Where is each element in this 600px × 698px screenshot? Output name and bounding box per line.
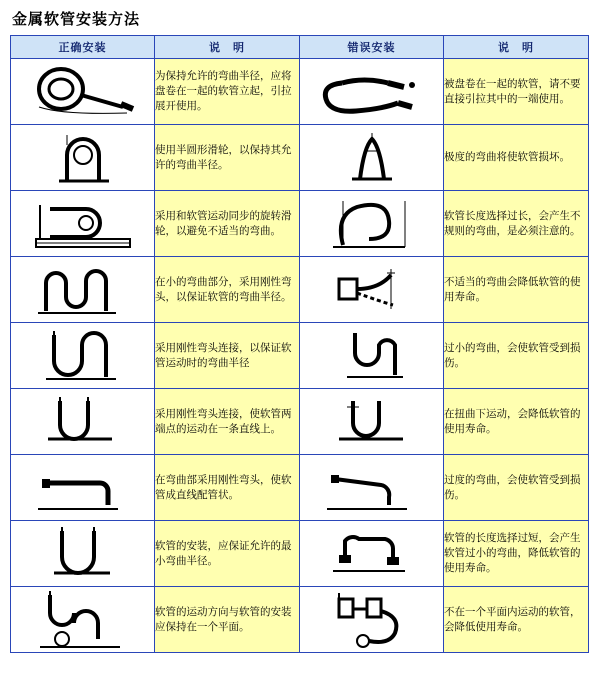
header-wrong-install: 错误安装 [300,36,444,59]
too-small-bend-icon [300,324,443,388]
out-of-plane-motion-icon [300,588,443,652]
same-plane-motion-icon [11,588,154,652]
table-row [11,587,589,653]
note-correct: 在小的弯曲部分，采用刚性弯头，以保证软管的弯曲半径。 [155,257,300,323]
figure-cell-correct [11,521,155,587]
table-row [11,389,589,455]
page-title: 金属软管安装方法 [12,10,141,28]
u-bend-straight-line-icon [11,390,154,454]
note-correct: 采用刚性弯头连接，以保证软管运动时的弯曲半径 [155,323,300,389]
sharp-bend-hose-icon [300,126,443,190]
figure-cell-wrong [300,125,444,191]
figure-cell-wrong [300,521,444,587]
twisted-u-bend-icon [300,390,443,454]
hose-installation-table [10,35,589,653]
table-row [11,59,589,125]
note-correct: 软管的运动方向与软管的安装应保持在一个平面。 [155,587,300,653]
header-correct-install: 正确安装 [11,36,155,59]
table-header-row [11,36,589,59]
table-body [11,59,589,653]
table-row [11,455,589,521]
table-row [11,191,589,257]
note-wrong: 极度的弯曲将使软管损坏。 [444,125,589,191]
note-correct: 软管的安装，应保证允许的最小弯曲半径。 [155,521,300,587]
table-row [11,125,589,191]
note-wrong: 过小的弯曲，会使软管受到损伤。 [444,323,589,389]
figure-cell-wrong [300,323,444,389]
coiled-hose-upright-icon [11,60,154,124]
rigid-bend-small-radius-icon [11,258,154,322]
note-correct: 使用半圆形滑轮，以保持其允许的弯曲半径。 [155,125,300,191]
note-correct: 采用刚性弯头连接，使软管两端点的运动在一条直线上。 [155,389,300,455]
figure-cell-correct [11,455,155,521]
figure-cell-wrong [300,59,444,125]
min-bend-radius-install-icon [11,522,154,586]
figure-cell-wrong [300,257,444,323]
figure-cell-wrong [300,191,444,257]
figure-cell-correct [11,389,155,455]
table-row [11,257,589,323]
figure-cell-correct [11,59,155,125]
long-hose-irregular-bend-icon [300,192,443,256]
straight-pipe-elbow-icon [11,456,154,520]
coiled-hose-pulled-icon [300,60,443,124]
note-correct: 为保持允许的弯曲半径，应将盘卷在一起的软管立起，引拉展开使用。 [155,59,300,125]
note-correct: 在弯曲部采用刚性弯头，使软管成直线配管状。 [155,455,300,521]
table-row [11,323,589,389]
figure-cell-wrong [300,587,444,653]
table-header [11,36,589,59]
figure-cell-correct [11,587,155,653]
note-wrong: 过度的弯曲，会使软管受到损伤。 [444,455,589,521]
note-correct: 采用和软管运动同步的旋转滑轮，以避免不适当的弯曲。 [155,191,300,257]
note-wrong: 不适当的弯曲会降低软管的使用寿命。 [444,257,589,323]
over-bend-icon [300,456,443,520]
table-row [11,521,589,587]
note-wrong: 软管长度选择过长，会产生不规则的弯曲，是必须注意的。 [444,191,589,257]
note-wrong: 软管的长度选择过短，会产生软管过小的弯曲，降低软管的使用寿命。 [444,521,589,587]
figure-cell-correct [11,191,155,257]
header-correct-note: 说 明 [155,36,300,59]
header-wrong-note: 说 明 [444,36,589,59]
figure-cell-correct [11,125,155,191]
note-wrong: 被盘卷在一起的软管，请不要直接引拉其中的一端使用。 [444,59,589,125]
figure-cell-wrong [300,389,444,455]
improper-bend-icon [300,258,443,322]
note-wrong: 在扭曲下运动，会降低软管的使用寿命。 [444,389,589,455]
figure-cell-correct [11,323,155,389]
too-long-hose-small-bend-icon [300,522,443,586]
figure-cell-wrong [300,455,444,521]
figure-cell-correct [11,257,155,323]
rotating-sheave-sync-icon [11,192,154,256]
rigid-elbow-connection-icon [11,324,154,388]
note-wrong: 不在一个平面内运动的软管，会降低使用寿命。 [444,587,589,653]
semicircle-sheave-icon [11,126,154,190]
